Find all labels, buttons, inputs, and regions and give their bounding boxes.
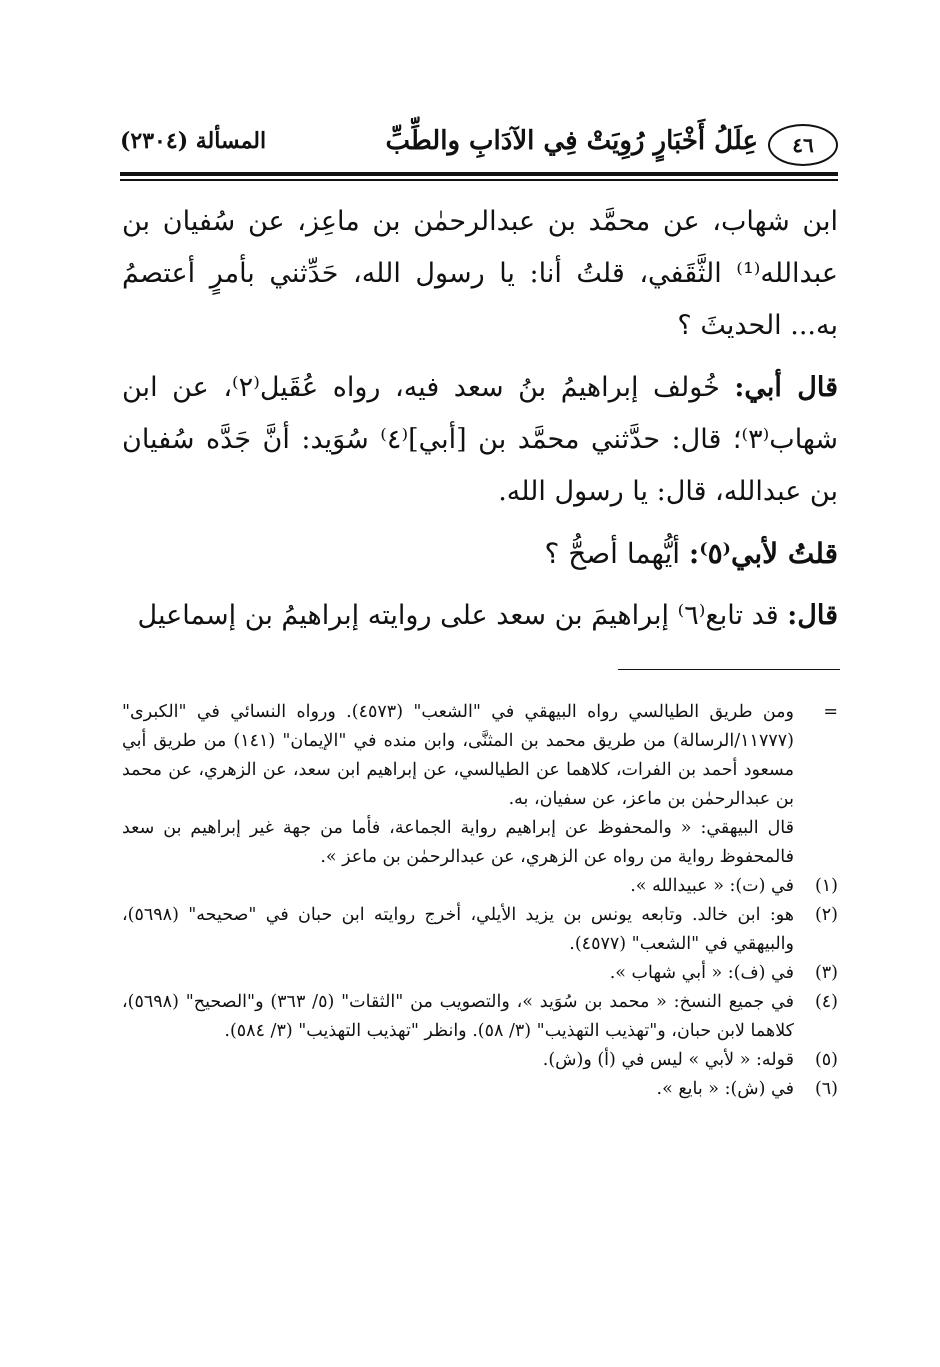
paragraph-2 (122, 362, 838, 518)
book-title: عِلَلُ أَخْبَارٍ رُوِيَتْ فِي الآدَابِ والطِّبِّ (385, 126, 758, 156)
page-number-text: ٤٦ (792, 133, 814, 157)
footnote-text: قوله: « لأبي » ليس في (أ) و(ش). (542, 1050, 794, 1070)
paragraph-2-text: خُولف إبراهيمُ بنُ سعد فيه، رواه عُقَيل⁽٢⁾، عن ابن شهاب⁽٣⁾؛ قال: حدَّثني محمَّد بن [أبي]⁽٤⁾ سُوَيد: أنَّ جَدَّه سُفيان بن عبدالله، قال: يا رسول الله. (122, 372, 838, 507)
paragraph-4-lead: قال: (787, 600, 838, 631)
paragraph-4-text: قد تابع⁽٦⁾ إبراهيمَ بن سعد على روايته إبراهيمُ بن إسماعيل (137, 600, 788, 631)
footnote-item (122, 1046, 838, 1075)
continuation-marker: = (823, 702, 838, 722)
paragraph-3-text: أيُّهما أصحُّ ؟ (544, 537, 689, 570)
footnote-item (122, 872, 838, 901)
paragraph-4 (122, 590, 838, 642)
footnote-number: (٦) (814, 1079, 838, 1099)
running-header (120, 118, 838, 170)
continuation-text-2: قال البيهقي: « والمحفوظ عن إبراهيم رواية الجماعة، فأما من جهة غير إبراهيم بن سعد فالمحفوظ رواية من رواه عن الزهري، عن عبدالرحمٰن بن ماعز ». (122, 818, 794, 867)
main-text (122, 196, 838, 642)
continuation-text: ومن طريق الطيالسي رواه البيهقي في "الشعب" (٤٥٧٣). ورواه النسائي في "الكبرى" (١١٧٧٧/الرسالة) من طريق محمد بن المثنَّى، وابن منده في "الإيمان" (١٤١) من طريق أبي مسعود أحمد بن الفرات، كلاهما عن الطيالسي، عن إبراهيم ابن سعد، عن الزهري، عن محمد بن عبدالرحمٰن بن ماعز، عن سفيان، به. (122, 702, 794, 809)
page-number (768, 124, 838, 166)
footnote-continuation-2 (122, 814, 838, 872)
footnote-text: في جميع النسخ: « محمد بن سُوَيد »، والتصويب من "الثقات" (٥/ ٣٦٣) و"الصحيح" (٥٦٩٨)، كلاهما لابن حبان، و"تهذيب التهذيب" (٣/ ٥٨). وانظر "تهذيب التهذيب" (٣/ ٥٨٤). (122, 992, 794, 1041)
footnote-text: في (ت): « عبيدالله ». (630, 876, 794, 896)
footnote-number: (٢) (814, 905, 838, 925)
header-rule-thick (120, 172, 838, 176)
footnote-item (122, 988, 838, 1046)
footnote-number: (٤) (814, 992, 838, 1012)
footnote-separator (618, 669, 840, 670)
footnote-continuation (122, 698, 838, 814)
paragraph-3 (122, 528, 838, 580)
paragraph-2-lead: قال أبي: (734, 372, 839, 403)
paragraph-1: ابن شهاب، عن محمَّد بن عبدالرحمٰن بن ماعِز، عن سُفيان بن عبدالله⁽¹⁾ الثَّقَفي، قلتُ أنا: يا رسول الله، حَدِّثني بأمرٍ أعتصمُ به... الحديثَ ؟ (122, 206, 838, 341)
footnote-number: (٥) (814, 1050, 838, 1070)
header-rule-thin (120, 179, 838, 181)
footnote-text: في (ش): « بايع ». (656, 1079, 794, 1099)
footnote-item (122, 1075, 838, 1104)
footnote-text: هو: ابن خالد. وتابعه يونس بن يزيد الأيلي، أخرج روايته ابن حبان في "صحيحه" (٥٦٩٨)، والبيهقي في "الشعب" (٤٥٧٧). (122, 905, 794, 954)
footnote-number: (٣) (814, 963, 838, 983)
footnote-item (122, 901, 838, 959)
footnote-text: في (ف): « أبي شهاب ». (609, 963, 794, 983)
footnote-number: (١) (814, 876, 838, 896)
footnotes (122, 698, 838, 1104)
paragraph-3-lead: قلتُ لأبي⁽٥⁾: (688, 537, 838, 570)
issue-label: المسألة (٢٣٠٤) (120, 128, 267, 154)
footnote-item (122, 959, 838, 988)
